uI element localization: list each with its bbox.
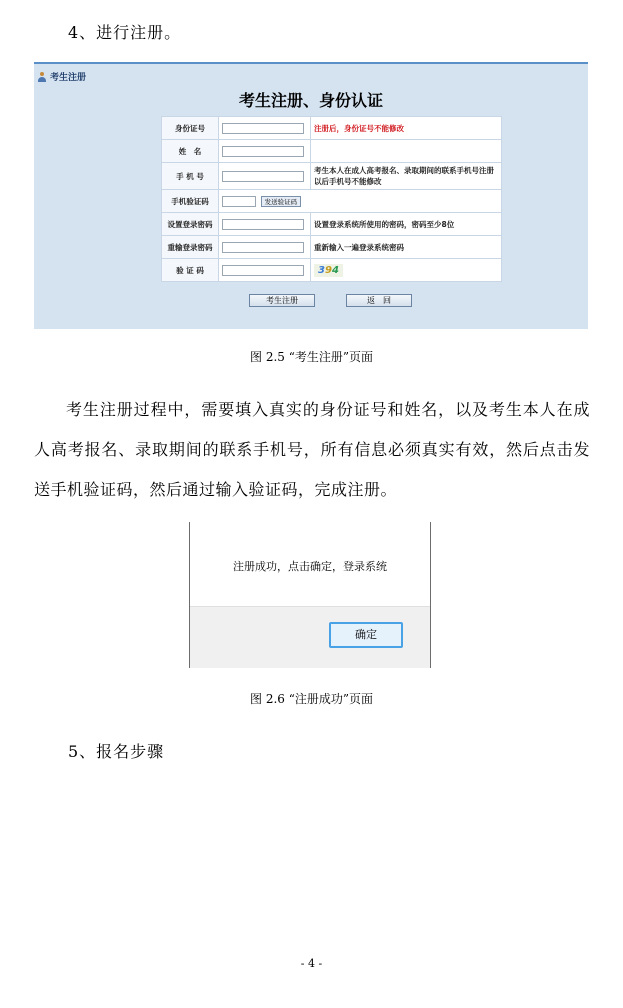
label-password-confirm: 重输登录密码 (162, 236, 219, 259)
password-confirm-input[interactable] (222, 242, 304, 253)
send-sms-code-button[interactable]: 发送验证码 (261, 196, 302, 207)
sms-code-input[interactable] (222, 196, 256, 207)
user-icon (37, 72, 47, 82)
register-button[interactable]: 考生注册 (249, 294, 315, 307)
row-password-confirm (162, 236, 502, 259)
register-tab[interactable] (37, 70, 86, 83)
note-phone: 考生本人在成人高考报名、录取期间的联系手机号注册以后手机号不能修改 (311, 163, 502, 190)
back-button[interactable]: 返 回 (346, 294, 412, 307)
register-tab-label: 考生注册 (50, 73, 87, 83)
section-heading-register: 4、进行注册。 (68, 23, 182, 42)
row-sms-code (162, 190, 502, 213)
label-name: 姓 名 (162, 140, 219, 163)
note-name (311, 140, 502, 163)
label-id-number: 身份证号 (162, 117, 219, 140)
label-sms-code: 手机验证码 (162, 190, 219, 213)
page-number: - 4 - (300, 957, 323, 970)
row-phone (162, 163, 502, 190)
section-heading-apply-steps: 5、报名步骤 (68, 742, 165, 761)
label-password: 设置登录密码 (162, 213, 219, 236)
figure-caption-success: 图 2.6 “注册成功”页面 (250, 692, 373, 706)
register-form (161, 116, 502, 282)
success-dialog (189, 522, 431, 668)
row-password (162, 213, 502, 236)
row-name (162, 140, 502, 163)
body-paragraph (34, 390, 590, 510)
phone-input[interactable] (222, 171, 304, 182)
password-input[interactable] (222, 219, 304, 230)
row-id-number (162, 117, 502, 140)
captcha-input[interactable] (222, 265, 304, 276)
captcha-image[interactable]: 394 (314, 264, 343, 277)
ok-button[interactable]: 确定 (329, 622, 403, 648)
row-captcha (162, 259, 502, 282)
note-password-confirm: 重新输入一遍登录系统密码 (311, 236, 502, 259)
form-title: 考生注册、身份认证 (238, 91, 383, 110)
paragraph-text: 考生注册过程中，需要填入真实的身份证号和姓名，以及考生本人在成人高考报名、录取期间的联系手机号，所有信息必须真实有效，然后点击发送手机验证码，然后通过输入验证码，完成注册。 (34, 400, 590, 499)
name-input[interactable] (222, 146, 304, 157)
register-page-screenshot (34, 62, 588, 329)
id-number-input[interactable] (222, 123, 304, 134)
label-phone: 手 机 号 (162, 163, 219, 190)
label-captcha: 验 证 码 (162, 259, 219, 282)
figure-caption-register: 图 2.5 “考生注册”页面 (250, 350, 373, 364)
note-id-number: 注册后，身份证号不能修改 (311, 117, 502, 140)
dialog-message: 注册成功，点击确定，登录系统 (233, 560, 387, 573)
note-password: 设置登录系统所使用的密码，密码至少8位 (311, 213, 502, 236)
